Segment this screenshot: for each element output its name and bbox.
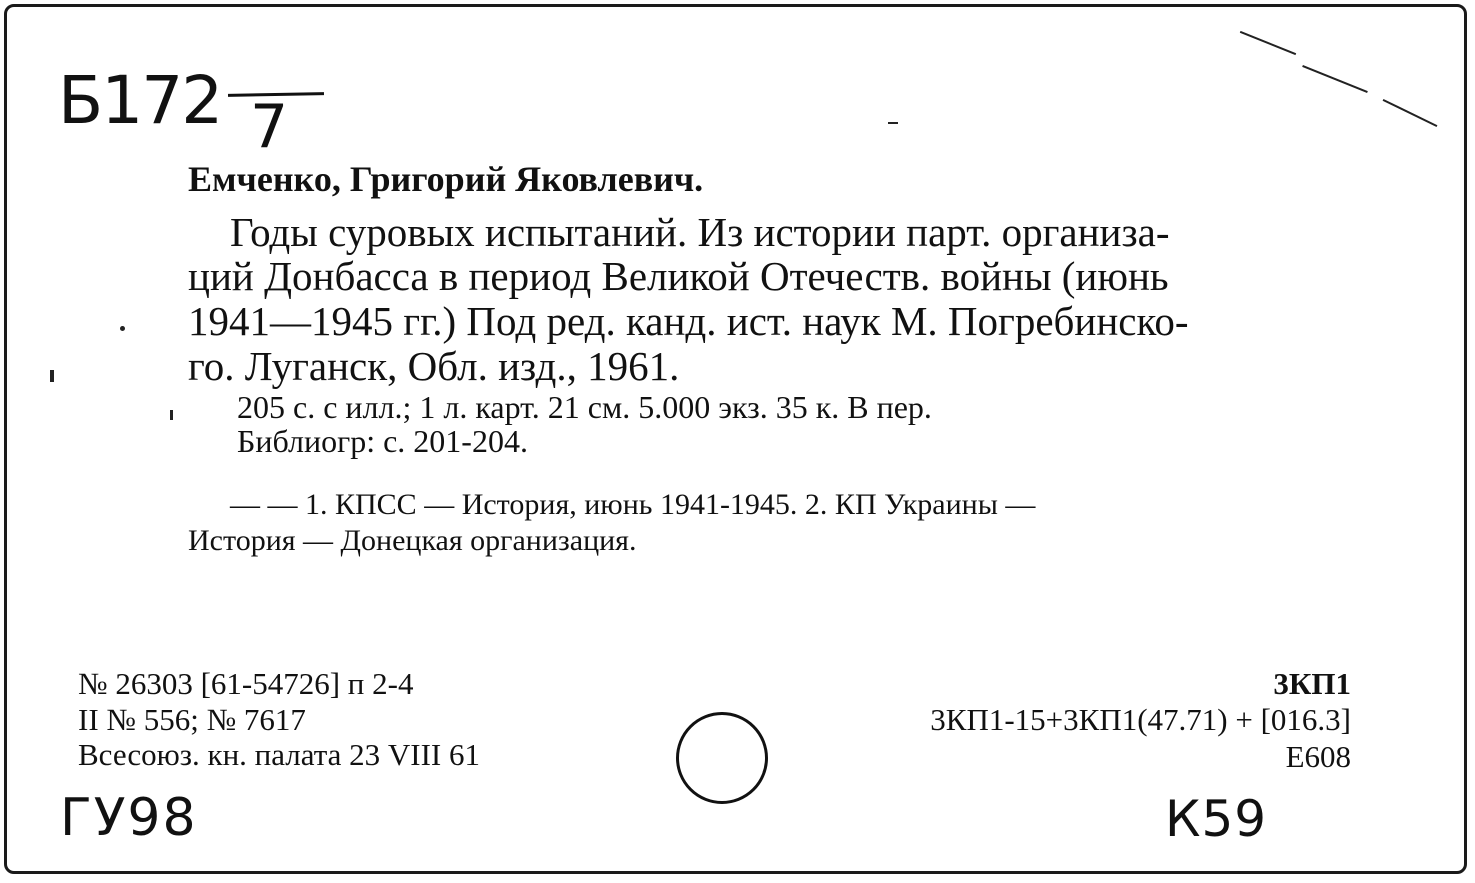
scan-mark — [170, 410, 173, 420]
chamber-stamp: Всесоюз. кн. палата 23 VIII 61 — [78, 737, 481, 772]
title-line-3: 1941—1945 гг.) Под ред. канд. ист. наук М. Погребинско- — [188, 298, 1189, 344]
subject-headings-line-2: История — Донецкая организация. — [188, 524, 637, 557]
punch-hole — [676, 712, 768, 804]
subject-headings-line-1: — — 1. КПСС — История, июнь 1941-1945. 2. КП Украины — — [230, 488, 1036, 521]
handwritten-code-right: К59 — [1165, 790, 1268, 848]
title-line-4: го. Луганск, Обл. изд., 1961. — [188, 343, 680, 389]
card-number: № 26303 [61-54726] п 2-4 — [78, 666, 414, 701]
handwritten-code-left: ГУ98 — [60, 788, 198, 848]
scan-mark — [888, 122, 898, 124]
shelf-mark-sub: 7 — [250, 92, 289, 162]
author-mark: Е608 — [1285, 739, 1351, 774]
physical-description: 205 с. с илл.; 1 л. карт. 21 см. 5.000 экз. 35 к. В пер. — [237, 389, 932, 425]
scan-mark — [120, 326, 125, 331]
title-line-1: Годы суровых испытаний. Из истории парт. организа- — [230, 209, 1170, 255]
classification-index: 3КП1-15+3КП1(47.71) + [016.3] — [930, 702, 1351, 737]
secondary-number: II № 556; № 7617 — [78, 702, 306, 737]
shelf-mark: Б172 — [58, 62, 222, 139]
title-line-2: ций Донбасса в период Великой Отечеств. войны (июнь — [188, 253, 1169, 299]
scan-mark — [50, 370, 54, 382]
bibliography-note: Библиогр: с. 201-204. — [237, 423, 528, 459]
classification-code: 3КП1 — [1273, 666, 1351, 701]
author-heading: Емченко, Григорий Яковлевич. — [188, 159, 704, 199]
